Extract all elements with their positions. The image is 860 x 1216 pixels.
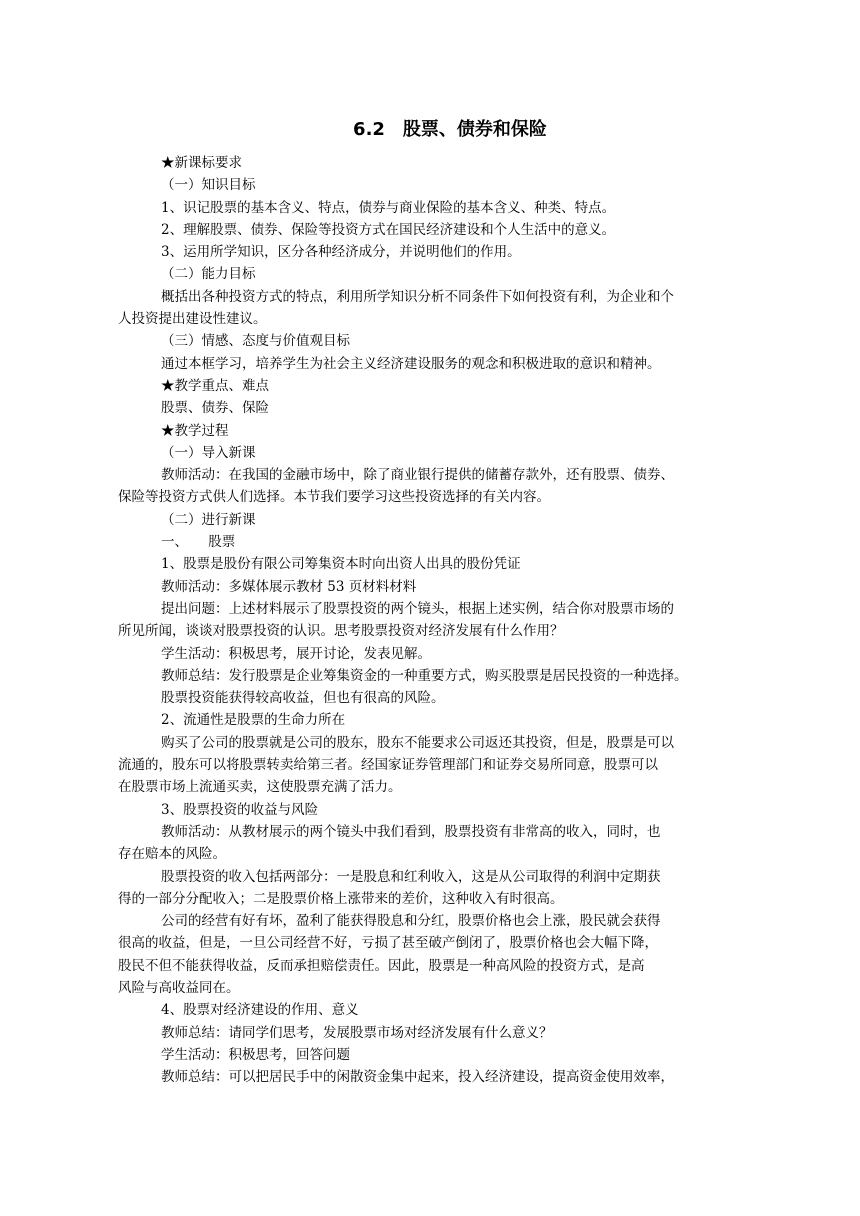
text-line: 3、运用所学知识，区分各种经济成分，并说明他们的作用。: [161, 244, 521, 261]
text-line: 2、理解股票、债券、保险等投资方式在国民经济建设和个人生活中的意义。: [161, 221, 616, 238]
text-line: 很高的收益，但是，一旦公司经营不好，亏损了甚至破产倒闭了，股票价格也会大幅下降，: [118, 935, 658, 952]
text-line: 概括出各种投资方式的特点，利用所学知识分析不同条件下如何投资有利，为企业和个: [161, 288, 674, 305]
text-line: （三）情感、态度与价值观目标: [161, 333, 350, 350]
text-line: 一、 股票: [161, 534, 236, 551]
text-line: （一）导入新课: [161, 444, 256, 461]
text-line: 人投资提出建设性建议。: [118, 311, 267, 328]
text-line: 教师活动：多媒体展示教材 53 页材料材料: [161, 578, 417, 595]
text-line: 得的一部分分配收入；二是股票价格上涨带来的差价，这种收入有时很高。: [118, 890, 564, 907]
text-line: 流通的，股东可以将股票转卖给第三者。经国家证券管理部门和证券交易所同意，股票可以: [118, 757, 658, 774]
document-title: 6.2 股票、债券和保险: [353, 119, 547, 140]
text-line: 股票投资能获得较高收益，但也有很高的风险。: [161, 690, 445, 707]
text-line: 风险与高收益同在。: [118, 979, 240, 996]
text-line: 2、流通性是股票的生命力所在: [161, 712, 346, 729]
text-line: 通过本框学习，培养学生为社会主义经济建设服务的观念和积极进取的意识和精神。: [161, 355, 661, 372]
document-body: [118, 152, 735, 1088]
text-line: 公司的经营有好有坏，盈利了能获得股息和分红，股票价格也会上涨，股民就会获得: [161, 913, 661, 930]
text-line: （一）知识目标: [161, 177, 256, 194]
text-line: 股民不但不能获得收益，反而承担赔偿责任。因此，股票是一种高风险的投资方式，是高: [118, 957, 645, 974]
text-line: 购买了公司的股票就是公司的股东，股东不能要求公司返还其投资，但是，股票是可以: [161, 734, 674, 751]
text-line: 股票投资的收入包括两部分：一是股息和红利收入，这是从公司取得的利润中定期获: [161, 868, 661, 885]
text-line: 教师活动：从教材展示的两个镜头中我们看到，股票投资有非常高的收入，同时，也: [161, 823, 661, 840]
text-line: 4、股票对经济建设的作用、意义: [161, 1002, 359, 1019]
text-line: 教师总结：可以把居民手中的闲散资金集中起来，投入经济建设，提高资金使用效率，: [161, 1069, 674, 1086]
text-line: 提出问题：上述材料展示了股票投资的两个镜头，根据上述实例，结合你对股票市场的: [161, 600, 674, 617]
text-line: 存在赔本的风险。: [118, 846, 226, 863]
text-line: ★新课标要求: [161, 155, 242, 171]
text-line: 保险等投资方式供人们选择。本节我们要学习这些投资选择的有关内容。: [118, 489, 550, 506]
text-line: 1、股票是股份有限公司筹集资本时向出资人出具的股份凭证: [161, 556, 521, 573]
text-line: 教师总结：发行股票是企业筹集资金的一种重要方式，购买股票是居民投资的一种选择。: [161, 667, 688, 684]
text-line: 教师活动：在我国的金融市场中，除了商业银行提供的储蓄存款外，还有股票、债券、: [161, 467, 674, 484]
text-line: 学生活动：积极思考，展开讨论，发表见解。: [161, 645, 431, 662]
text-line: ★教学重点、难点: [161, 377, 269, 394]
text-line: ★教学过程: [161, 422, 229, 439]
text-line: 股票、债券、保险: [161, 400, 269, 417]
text-line: （二）能力目标: [161, 266, 256, 283]
text-line: 1、识记股票的基本含义、特点，债券与商业保险的基本含义、种类、特点。: [161, 199, 616, 216]
text-line: （二）进行新课: [161, 511, 256, 528]
text-line: 教师总结：请同学们思考，发展股票市场对经济发展有什么意义？: [161, 1024, 553, 1041]
text-line: 学生活动：积极思考，回答问题: [161, 1046, 350, 1063]
text-line: 3、股票投资的收益与风险: [161, 801, 319, 818]
text-line: 所见所闻，谈谈对股票投资的认识。思考股票投资对经济发展有什么作用？: [118, 623, 564, 640]
text-line: 在股票市场上流通买卖，这使股票充满了活力。: [118, 779, 402, 796]
